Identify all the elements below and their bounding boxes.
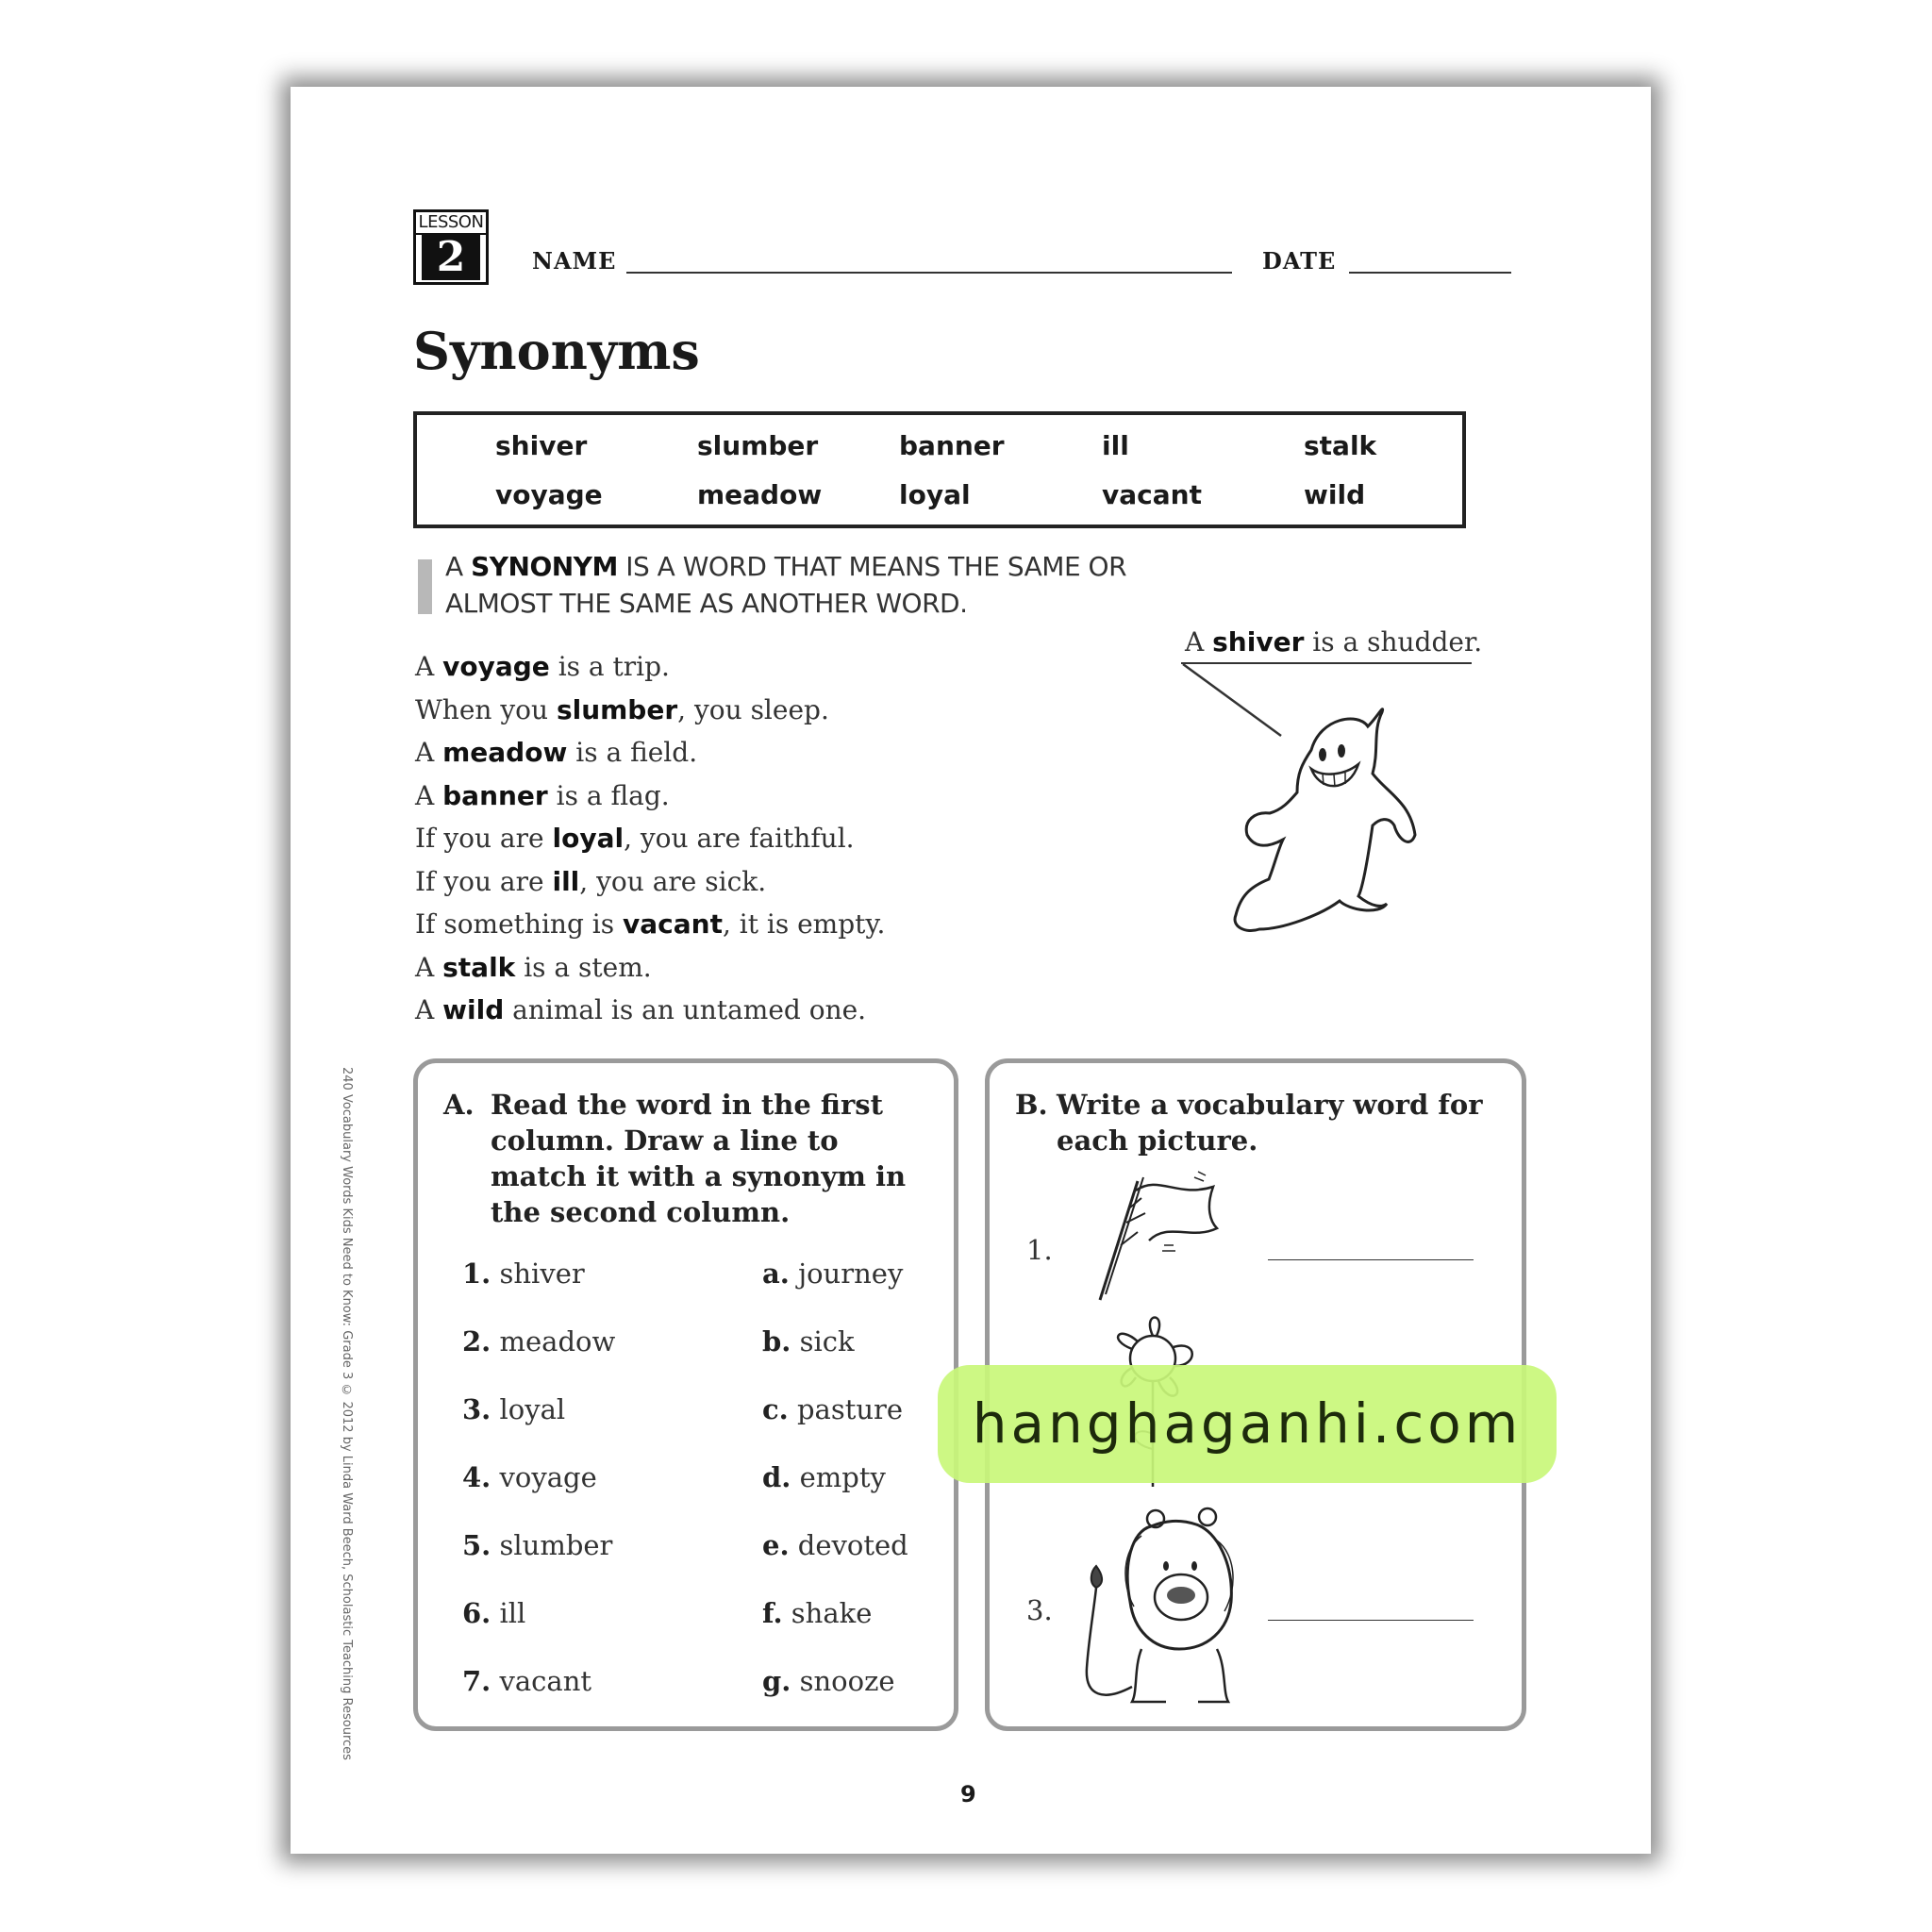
side-credit: 240 Vocabulary Words Kids Need to Know: Grade 3 © 2012 by Linda Ward Beech, Scholastic Teaching Resources xyxy=(340,1067,354,1760)
picture-item-number: 3. xyxy=(1026,1594,1053,1626)
page-number: 9 xyxy=(960,1781,976,1807)
match-left-item[interactable]: 5. slumber xyxy=(462,1529,613,1561)
match-right-item[interactable]: g. snooze xyxy=(762,1665,895,1697)
name-field[interactable] xyxy=(626,272,1232,274)
flag-illustration xyxy=(1092,1170,1224,1302)
example-sentence: If you are ill, you are sick. xyxy=(415,865,767,897)
date-field[interactable] xyxy=(1349,272,1511,274)
vocab-word: slumber xyxy=(697,430,819,461)
exercise-a-instruction: Read the word in the first column. Draw a line to match it with a synonym in the second column. xyxy=(491,1089,907,1228)
example-sentence: If something is vacant, it is empty. xyxy=(415,908,886,940)
vocab-word: stalk xyxy=(1304,430,1377,461)
vocab-word: voyage xyxy=(495,479,603,510)
definition-line-1: A SYNONYM IS A WORD THAT MEANS THE SAME OR xyxy=(445,551,1127,582)
ghost-caption: A shiver is a shudder. xyxy=(1185,626,1483,658)
answer-line-1[interactable] xyxy=(1268,1259,1474,1260)
match-right-item[interactable]: f. shake xyxy=(762,1597,873,1629)
match-right-item[interactable]: d. empty xyxy=(762,1461,886,1493)
definition-line-2: ALMOST THE SAME AS ANOTHER WORD. xyxy=(445,588,968,619)
answer-line-3[interactable] xyxy=(1268,1620,1474,1621)
match-left-item[interactable]: 2. meadow xyxy=(462,1325,616,1357)
vocab-word: loyal xyxy=(899,479,971,510)
example-sentence: A stalk is a stem. xyxy=(415,951,652,983)
exercise-b-letter: B. xyxy=(1015,1089,1048,1121)
match-left-item[interactable]: 7. vacant xyxy=(462,1665,592,1697)
vocab-word: banner xyxy=(899,430,1005,461)
page-title: Synonyms xyxy=(413,321,700,381)
lesson-label: LESSON xyxy=(416,212,486,235)
vocab-word: meadow xyxy=(697,479,823,510)
example-sentence: When you slumber, you sleep. xyxy=(415,693,829,725)
lesson-badge xyxy=(413,209,489,285)
example-sentence: A wild animal is an untamed one. xyxy=(415,994,867,1025)
example-sentence: If you are loyal, you are faithful. xyxy=(415,823,855,854)
match-right-item[interactable]: e. devoted xyxy=(762,1529,908,1561)
name-label: NAME xyxy=(532,247,617,275)
example-sentence: A voyage is a trip. xyxy=(415,651,670,682)
ghost-illustration xyxy=(1179,660,1424,943)
match-left-item[interactable]: 4. voyage xyxy=(462,1461,597,1493)
match-right-item[interactable]: b. sick xyxy=(762,1325,855,1357)
match-left-item[interactable]: 1. shiver xyxy=(462,1257,585,1290)
vocab-word: wild xyxy=(1304,479,1366,510)
example-sentence: A meadow is a field. xyxy=(415,737,698,768)
picture-item-number: 1. xyxy=(1026,1234,1053,1266)
lesson-number: 2 xyxy=(422,235,480,280)
watermark-text: hanghaganhi.com xyxy=(972,1391,1523,1456)
match-right-item[interactable]: a. journey xyxy=(762,1257,904,1290)
match-left-item[interactable]: 3. loyal xyxy=(462,1393,566,1425)
vocab-word: vacant xyxy=(1102,479,1202,510)
vocabulary-word-box xyxy=(413,411,1466,528)
match-right-item[interactable]: c. pasture xyxy=(762,1393,904,1425)
vocab-word: ill xyxy=(1102,430,1129,461)
date-label: DATE xyxy=(1262,247,1337,275)
exercise-a-letter: A. xyxy=(443,1089,475,1121)
match-left-item[interactable]: 6. ill xyxy=(462,1597,526,1629)
example-sentence: A banner is a flag. xyxy=(415,779,670,811)
vocab-word: shiver xyxy=(495,430,588,461)
definition-marker xyxy=(418,559,432,614)
exercise-b-instruction: Write a vocabulary word for each picture. xyxy=(1057,1089,1483,1157)
lion-illustration xyxy=(1075,1498,1274,1707)
